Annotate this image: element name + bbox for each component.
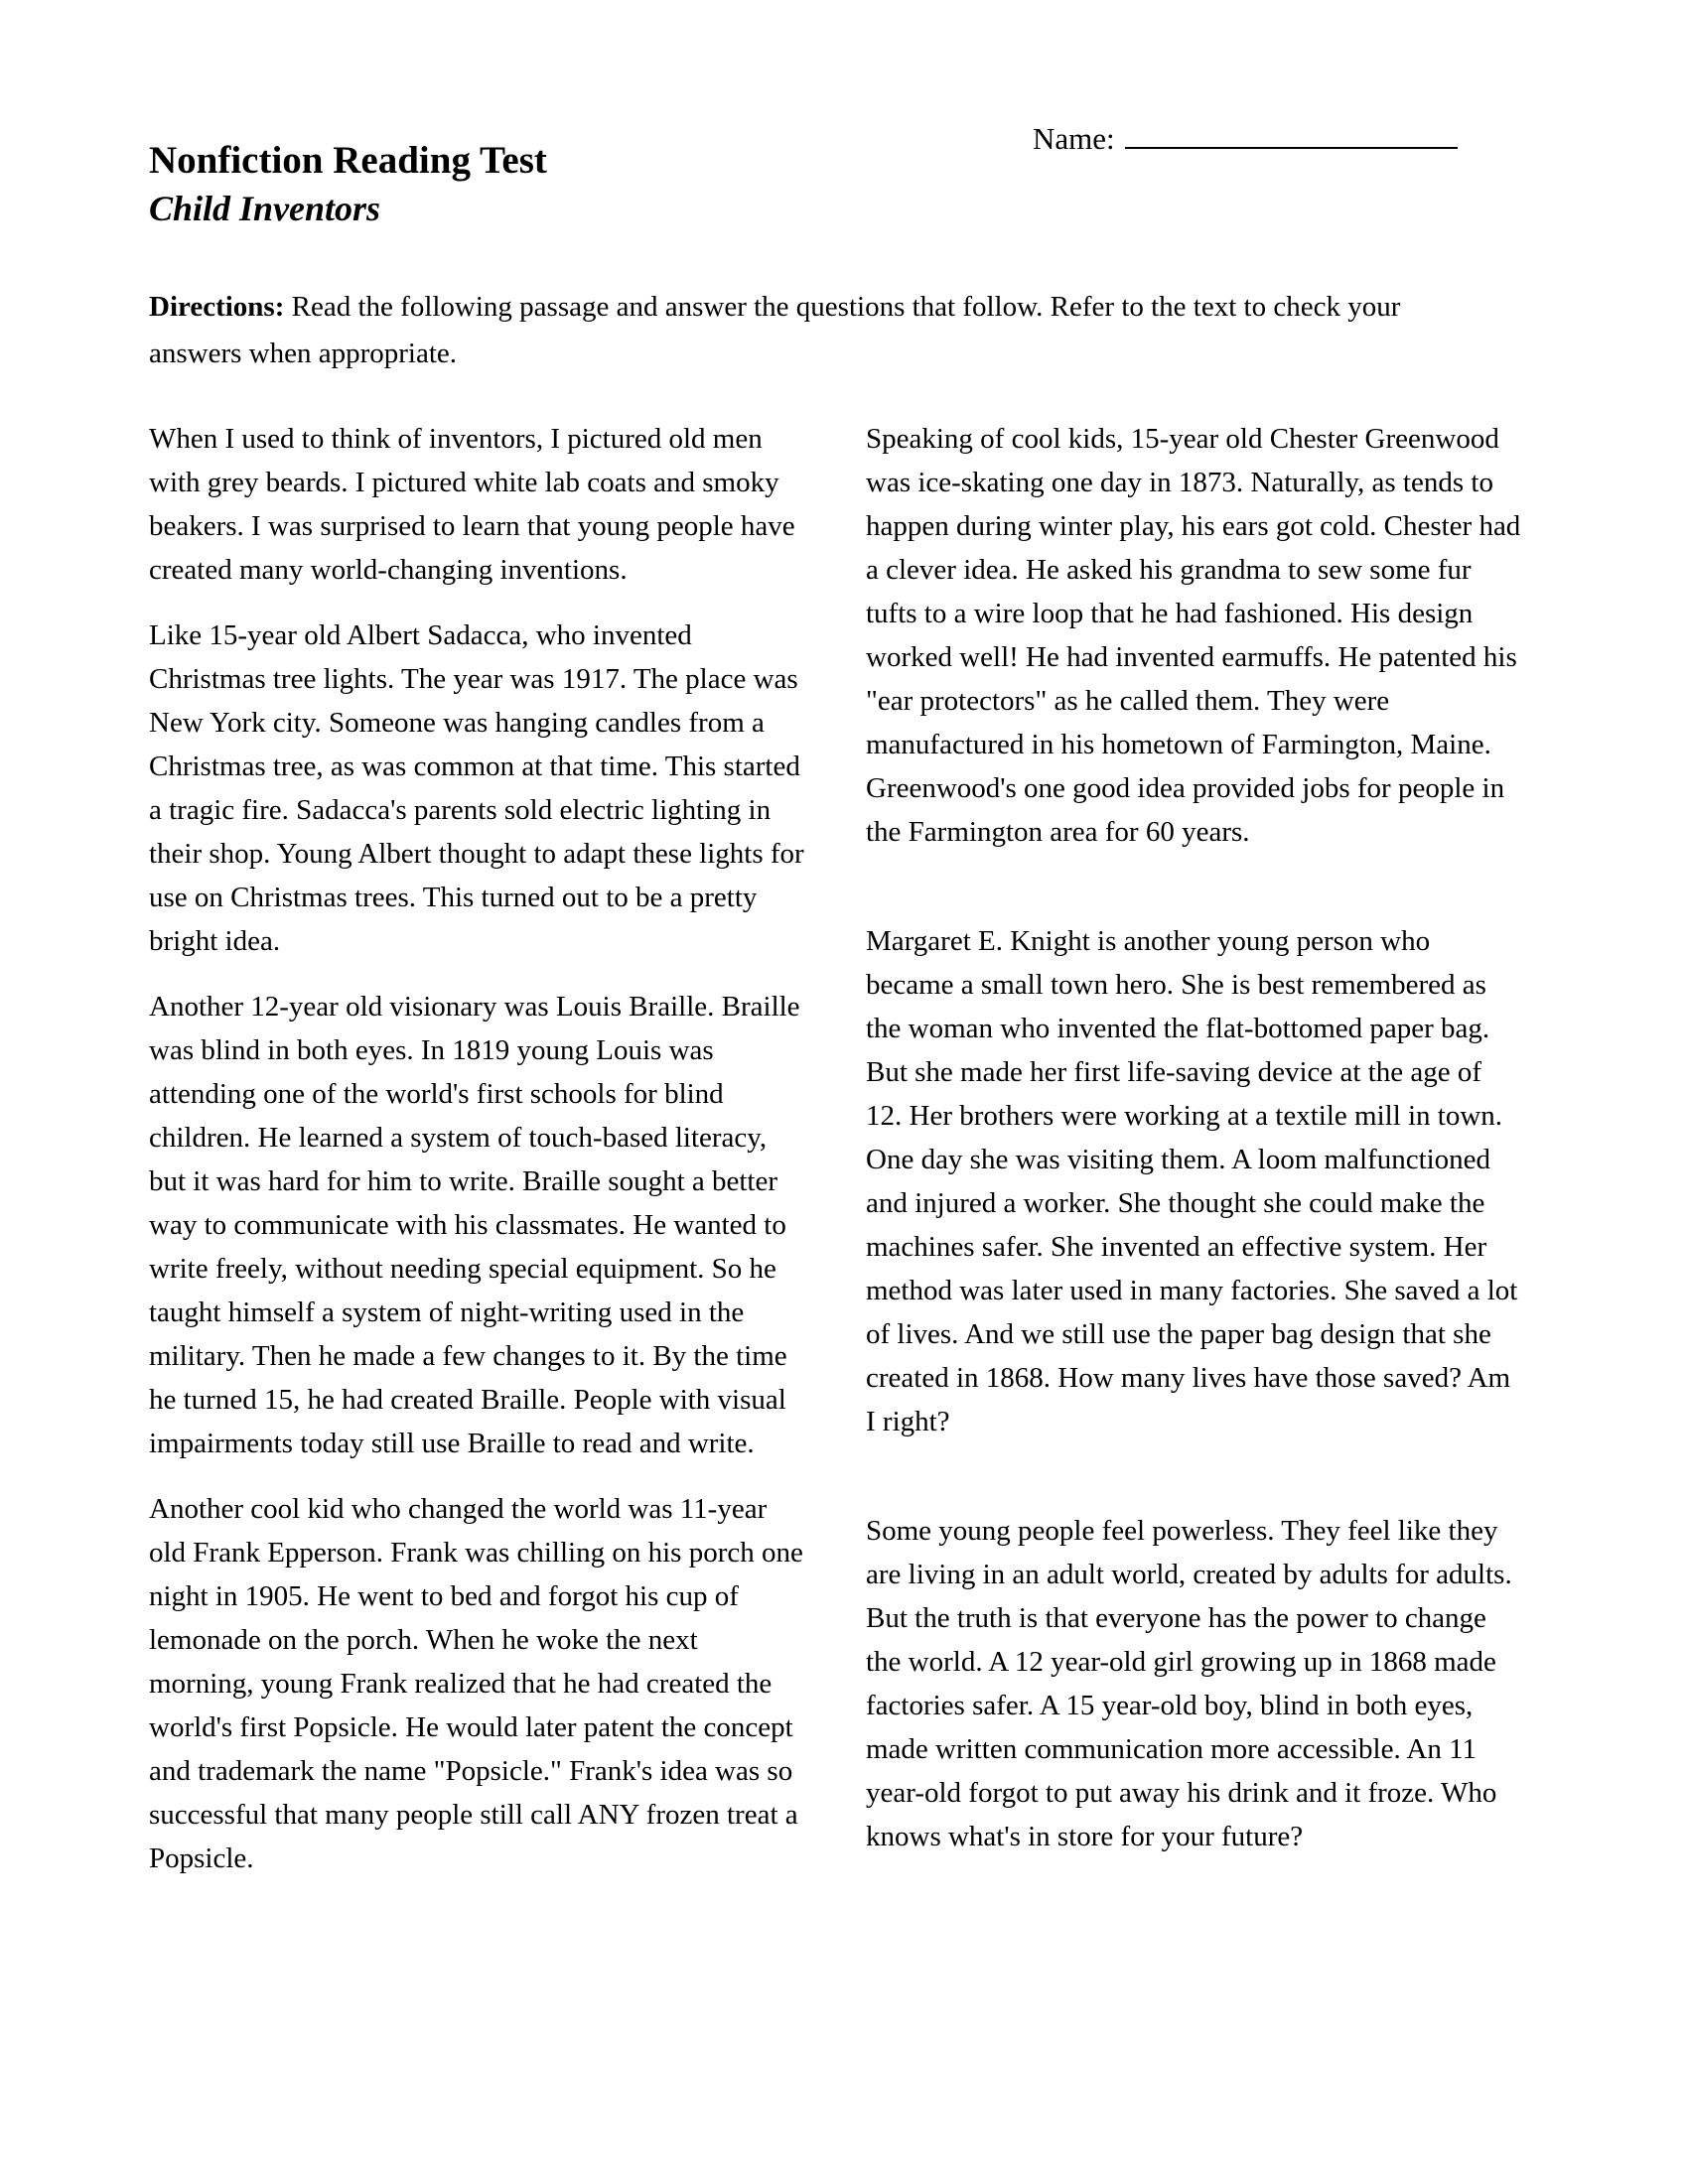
name-field — [1033, 117, 1458, 159]
directions-text: Read the following passage and answer the questions that follow. Refer to the text to check your answers when appropriate. — [149, 291, 1401, 369]
name-label: Name: — [1033, 121, 1115, 156]
passage-left-column — [149, 417, 804, 1924]
passage-paragraph: Margaret E. Knight is another young person who became a small town hero. She is best remembered as the woman who invented the flat-bottomed paper bag. But she made her first life-saving device at the age of 12. Her brothers were working at a textile mill in town. One day she was visiting them. A loom malfunctioned and injured a worker. She thought she could make the machines safer. She invented an effective system. Her method was later used in many factories. She saved a lot of lives. And we still use the paper bag design that she created in 1868. How many lives have those saved? Am I right? — [866, 925, 1518, 1437]
passage-columns — [149, 417, 1524, 1924]
passage-paragraph: Some young people feel powerless. They feel like they are living in an adult world, created by adults for adults. But the truth is that everyone has the power to change the world. A 12 year-old girl growing up in 1868 made factories safer. A 15 year-old boy, blind in both eyes, made written communication more accessible. An 11 year-old forgot to put away his drink and it froze. Who knows what's in store for your future? — [866, 1515, 1512, 1852]
passage-paragraph: When I used to think of inventors, I pictured old men with grey beards. I pictured white lab coats and smoky beakers. I was surprised to learn that young people have created many world-changing inventions. — [149, 423, 795, 586]
page-subtitle: Child Inventors — [149, 189, 381, 228]
passage-paragraph: Another 12-year old visionary was Louis Braille. Braille was blind in both eyes. In 1819 young Louis was attending one of the world's first schools for blind children. He learned a system of touch-based literacy, but it was hard for him to write. Braille sought a better way to communicate with his classmates. He wanted to write freely, without needing special equipment. So he taught himself a system of night-writing used in the military. Then he made a few changes to it. By the time he turned 15, he had created Braille. People with visual impairments today still use Braille to read and write. — [149, 991, 800, 1459]
directions — [149, 284, 1460, 377]
page-title: Nonfiction Reading Test — [149, 139, 547, 182]
passage-right-column — [866, 417, 1521, 1924]
directions-label: Directions: — [149, 291, 285, 323]
title-block — [149, 137, 547, 232]
name-input-line[interactable] — [1125, 117, 1458, 149]
passage-paragraph: Like 15-year old Albert Sadacca, who invented Christmas tree lights. The year was 1917. The place was New York city. Someone was hanging candles from a Christmas tree, as was common at that time. This started a tragic fire. Sadacca's parents sold electric lighting in their shop. Young Albert thought to adapt these lights for use on Christmas trees. This turned out to be a pretty bright idea. — [149, 619, 804, 957]
passage-paragraph: Speaking of cool kids, 15-year old Chester Greenwood was ice-skating one day in 1873. Naturally, as tends to happen during winter play, his ears got cold. Chester had a clever idea. He asked his grandma to sew some fur tufts to a wire loop that he had fashioned. His design worked well! He had invented earmuffs. He patented his "ear protectors" as he called them. They were manufactured in his hometown of Farmington, Maine. Greenwood's one good idea provided jobs for people in the Farmington area for 60 years. — [866, 423, 1521, 848]
passage-paragraph: Another cool kid who changed the world was 11-year old Frank Epperson. Frank was chilling on his porch one night in 1905. He went to bed and forgot his cup of lemonade on the porch. When he woke the next morning, young Frank realized that he had created the world's first Popsicle. He would later patent the concept and trademark the name "Popsicle." Frank's idea was so successful that many people still call ANY frozen treat a Popsicle. — [149, 1493, 803, 1874]
